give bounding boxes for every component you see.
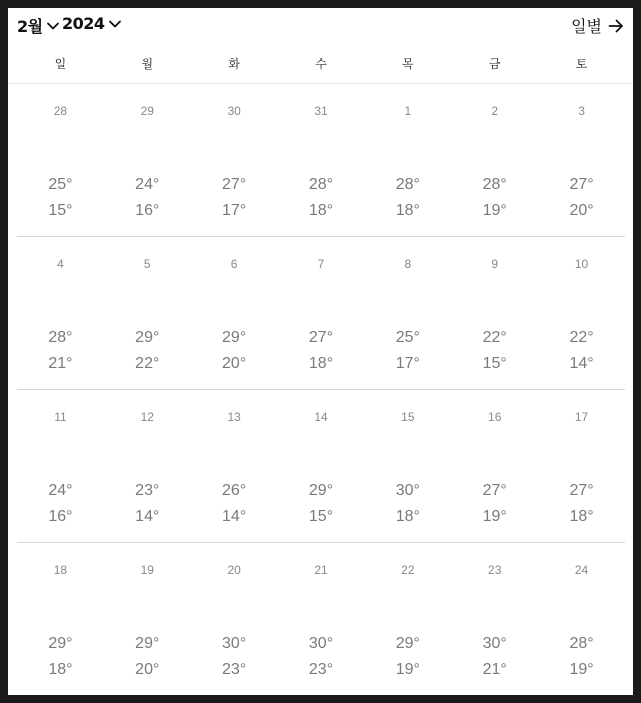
high-temp: 24°: [135, 176, 160, 193]
calendar-panel: [8, 8, 633, 695]
month-dropdown[interactable]: [17, 14, 60, 37]
day-cell[interactable]: [191, 84, 278, 236]
high-temp: 27°: [569, 482, 594, 499]
low-temp: 19°: [569, 661, 594, 678]
high-temp: 29°: [395, 635, 420, 652]
low-temp: 15°: [308, 508, 334, 525]
low-temp: 21°: [48, 355, 73, 372]
day-cell[interactable]: [104, 237, 191, 389]
high-temp: 30°: [482, 635, 507, 652]
calendar-grid: [17, 84, 625, 695]
day-cell[interactable]: [451, 543, 538, 695]
weekday-thu: 목: [402, 57, 414, 71]
day-number: 31: [314, 104, 328, 118]
low-temp: 14°: [569, 355, 594, 372]
high-temp: 28°: [48, 329, 73, 346]
arrow-right-icon: [608, 18, 624, 34]
low-temp: 23°: [222, 661, 247, 678]
day-cell[interactable]: [17, 84, 104, 236]
high-temp: 30°: [222, 635, 247, 652]
high-temp: 29°: [222, 329, 247, 346]
low-temp: 20°: [569, 202, 594, 219]
high-temp: 27°: [482, 482, 507, 499]
day-number: 11: [54, 410, 67, 424]
day-number: 2: [491, 104, 499, 118]
weekday-sat: 토: [575, 57, 588, 71]
high-temp: 25°: [395, 329, 420, 346]
weekday-header-row: [17, 52, 625, 84]
day-number: 14: [314, 410, 328, 424]
low-temp: 18°: [395, 508, 420, 525]
low-temp: 14°: [222, 508, 247, 525]
day-cell[interactable]: [364, 237, 451, 389]
low-temp: 18°: [48, 661, 73, 678]
high-temp: 30°: [395, 482, 420, 499]
high-temp: 29°: [48, 635, 73, 652]
day-number: 28: [53, 104, 68, 118]
calendar-week: [17, 390, 625, 543]
high-temp: 27°: [222, 176, 247, 193]
high-temp: 23°: [135, 482, 160, 499]
day-cell[interactable]: [278, 390, 365, 542]
low-temp: 23°: [308, 661, 334, 678]
high-temp: 30°: [308, 635, 334, 652]
day-cell[interactable]: [538, 237, 625, 389]
high-temp: 26°: [222, 482, 247, 499]
low-temp: 19°: [482, 508, 507, 525]
day-number: 6: [230, 257, 238, 271]
low-temp: 15°: [48, 202, 73, 219]
day-cell[interactable]: [364, 543, 451, 695]
day-cell[interactable]: [17, 543, 104, 695]
day-cell[interactable]: [451, 84, 538, 236]
daily-view-label: 일별: [571, 17, 602, 36]
chevron-down-icon: [108, 17, 122, 31]
high-temp: 22°: [482, 329, 507, 346]
day-cell[interactable]: [538, 543, 625, 695]
daily-view-button[interactable]: [571, 14, 624, 37]
day-cell[interactable]: [538, 390, 625, 542]
day-number: 12: [140, 410, 154, 424]
high-temp: 28°: [308, 176, 334, 193]
high-temp: 22°: [569, 329, 594, 346]
low-temp: 16°: [48, 508, 73, 525]
day-cell[interactable]: [17, 237, 104, 389]
day-number: 10: [574, 257, 589, 271]
day-number: 3: [578, 104, 585, 118]
calendar-week: [17, 237, 625, 390]
month-label: 2월: [17, 17, 43, 36]
day-number: 9: [491, 257, 499, 271]
low-temp: 17°: [395, 355, 420, 372]
chevron-down-icon: [46, 19, 60, 33]
day-cell[interactable]: [17, 390, 104, 542]
day-cell[interactable]: [191, 390, 278, 542]
weekday-sun: 일: [54, 57, 67, 71]
low-temp: 20°: [222, 355, 247, 372]
low-temp: 16°: [135, 202, 160, 219]
high-temp: 28°: [569, 635, 594, 652]
day-number: 8: [404, 257, 412, 271]
low-temp: 20°: [135, 661, 160, 678]
weekday-fri: 금: [488, 57, 501, 71]
day-cell[interactable]: [104, 84, 191, 236]
day-number: 22: [401, 563, 415, 577]
high-temp: 24°: [48, 482, 73, 499]
day-cell[interactable]: [364, 84, 451, 236]
weekday-mon: 월: [141, 57, 154, 71]
calendar-week: [17, 543, 625, 695]
day-number: 16: [488, 410, 502, 424]
day-number: 30: [227, 104, 241, 118]
day-cell[interactable]: [538, 84, 625, 236]
low-temp: 18°: [395, 202, 420, 219]
high-temp: 29°: [135, 329, 160, 346]
high-temp: 27°: [308, 329, 334, 346]
day-number: 20: [227, 563, 241, 577]
high-temp: 27°: [569, 176, 594, 193]
day-number: 23: [488, 563, 502, 577]
day-number: 15: [401, 410, 415, 424]
low-temp: 15°: [482, 355, 507, 372]
low-temp: 22°: [135, 355, 160, 372]
low-temp: 17°: [222, 202, 247, 219]
day-number: 17: [574, 410, 589, 424]
day-cell[interactable]: [104, 390, 191, 542]
day-number: 7: [317, 257, 325, 271]
day-cell[interactable]: [451, 390, 538, 542]
day-number: 13: [227, 410, 241, 424]
day-number: 21: [314, 563, 328, 577]
high-temp: 25°: [48, 176, 73, 193]
low-temp: 18°: [569, 508, 594, 525]
day-cell[interactable]: [451, 237, 538, 389]
day-cell[interactable]: [191, 237, 278, 389]
year-label: 2024: [62, 14, 105, 33]
day-cell[interactable]: [191, 543, 278, 695]
low-temp: 21°: [482, 661, 507, 678]
day-cell[interactable]: [364, 390, 451, 542]
day-number: 18: [53, 563, 68, 577]
low-temp: 18°: [308, 202, 334, 219]
low-temp: 19°: [482, 202, 507, 219]
high-temp: 29°: [135, 635, 160, 652]
weekday-tue: 화: [228, 57, 240, 71]
day-cell[interactable]: [278, 237, 365, 389]
year-dropdown[interactable]: [62, 14, 122, 33]
day-number: 19: [140, 563, 154, 577]
calendar-week: [17, 84, 625, 237]
low-temp: 19°: [395, 661, 420, 678]
day-cell[interactable]: [104, 543, 191, 695]
day-cell[interactable]: [278, 84, 365, 236]
day-number: 1: [404, 104, 412, 118]
day-number: 4: [57, 257, 64, 271]
calendar-header: [8, 8, 633, 44]
high-temp: 28°: [482, 176, 507, 193]
day-cell[interactable]: [278, 543, 365, 695]
high-temp: 29°: [308, 482, 334, 499]
high-temp: 28°: [395, 176, 420, 193]
day-number: 29: [140, 104, 154, 118]
low-temp: 14°: [135, 508, 160, 525]
day-number: 24: [574, 563, 589, 577]
weekday-wed: 수: [315, 57, 327, 71]
day-number: 5: [143, 257, 151, 271]
low-temp: 18°: [308, 355, 334, 372]
